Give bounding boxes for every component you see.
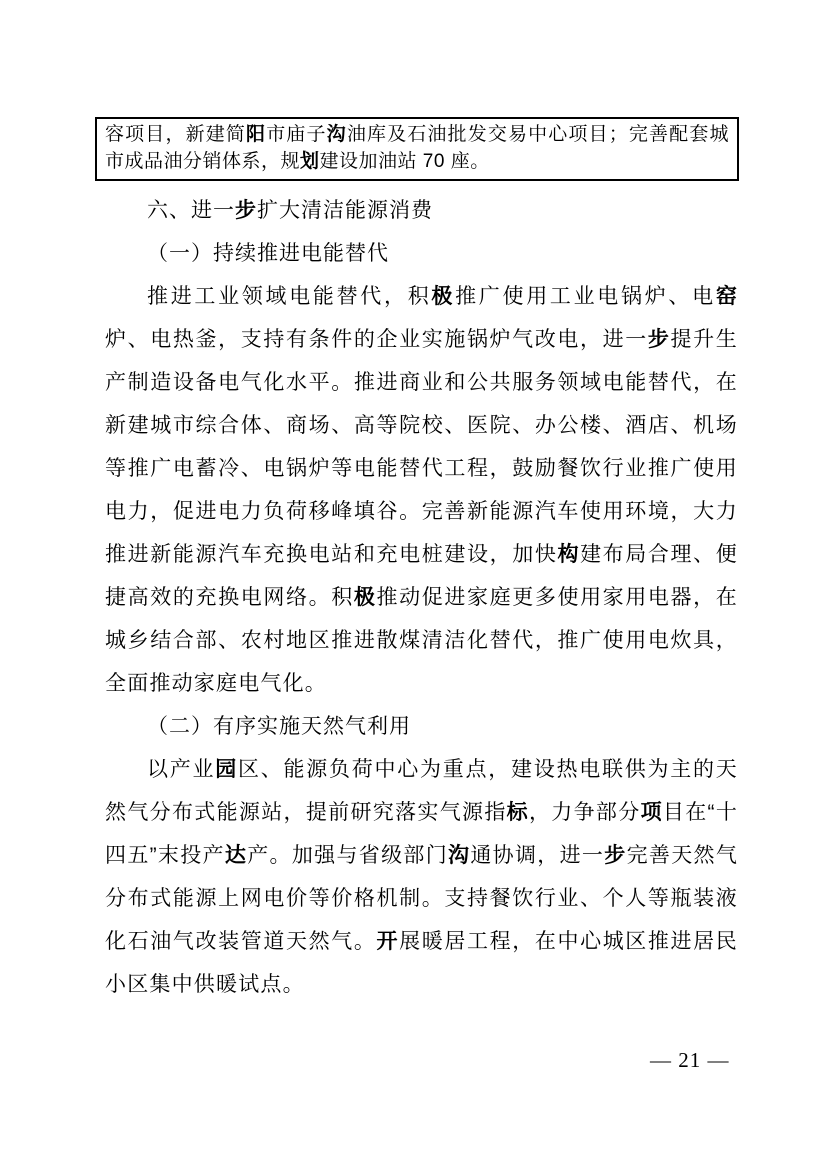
document-content xyxy=(105,117,738,1006)
paragraph-natural-gas: 以产业园区、能源负荷中心为重点，建设热电联供为主的天然气分布式能源站，提前研究落实气源指标，力争部分项目在“十四五”末投产达产。加强与省级部门沟通协调，进一步完善天然气分布式能源上网电价等价格机制。支持餐饮行业、个人等瓶装液化石油气改装管道天然气。开展暖居工程，在中心城区推进居民小区集中供暖试点。 xyxy=(105,758,739,996)
section-heading: 六、进一步扩大清洁能源消费 xyxy=(147,199,433,222)
page-number: — 21 — xyxy=(650,1048,730,1072)
boxed-note-continued-paragraph: 容项目，新建简阳市庙子沟油库及石油批发交易中心项目；完善配套城市成品油分销体系，规划建设加油站 70 座。 xyxy=(95,117,739,181)
subsection-2-heading: （二）有序实施天然气利用 xyxy=(147,715,411,738)
subsection-1-heading: （一）持续推进电能替代 xyxy=(147,242,389,265)
paragraph-electric-substitution: 推进工业领域电能替代，积极推广使用工业电锅炉、电窑炉、电热釜，支持有条件的企业实施锅炉气改电，进一步提升生产制造设备电气化水平。推进商业和公共服务领域电能替代，在新建城市综合体、商场、高等院校、医院、办公楼、酒店、机场等推广电蓄冷、电锅炉等电能替代工程，鼓励餐饮行业推广使用电力，促进电力负荷移峰填谷。完善新能源汽车使用环境，大力推进新能源汽车充换电站和充电桩建设，加快构建布局合理、便捷高效的充换电网络。积极推动促进家庭更多使用家用电器，在城乡结合部、农村地区推进散煤清洁化替代，推广使用电炊具，全面推动家庭电气化。 xyxy=(105,285,739,695)
